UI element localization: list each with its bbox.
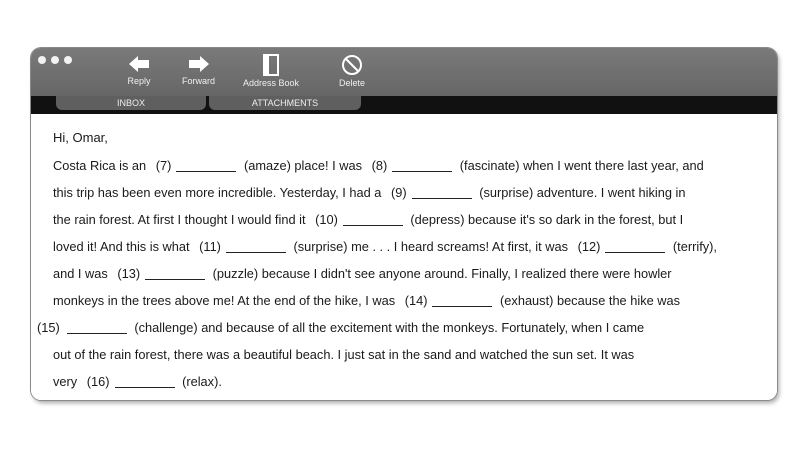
tab-attachments[interactable] <box>209 96 361 110</box>
answer-blank[interactable] <box>432 296 492 307</box>
text-line <box>53 179 773 206</box>
answer-blank[interactable] <box>115 377 175 388</box>
text-segment: out of the rain forest, there was a beautiful beach. I just sat in the sand and watched the sun set. It was <box>53 347 635 362</box>
text-segment: very <box>53 374 78 389</box>
zoom-window-button[interactable] <box>64 56 72 64</box>
tab-inbox[interactable] <box>56 96 206 110</box>
close-window-button[interactable] <box>38 56 46 64</box>
text-line <box>53 341 773 368</box>
text-line <box>53 368 773 395</box>
delete-icon <box>340 54 364 76</box>
text-segment: (fascinate) when I went there last year, and <box>459 158 704 173</box>
blank-number: (9) <box>390 185 407 200</box>
forward-button[interactable] <box>182 54 215 86</box>
text-segment: (depress) because it's so dark in the forest, but I <box>410 212 684 227</box>
text-segment: (relax). <box>182 374 222 389</box>
answer-blank[interactable] <box>145 269 205 280</box>
text-segment: (challenge) and because of all the excitement with the monkeys. Fortunately, when I came <box>134 320 645 335</box>
text-segment: monkeys in the trees above me! At the end of the hike, I was <box>53 293 396 308</box>
text-segment: loved it! And this is what <box>53 239 190 254</box>
text-line <box>53 233 773 260</box>
email-body <box>31 114 777 400</box>
reply-label: Reply <box>127 76 151 86</box>
blank-number: (7) <box>155 158 172 173</box>
text-line <box>53 152 773 179</box>
blank-number: (11) <box>199 239 221 254</box>
delete-button[interactable] <box>339 54 365 88</box>
answer-blank[interactable] <box>226 242 286 253</box>
text-segment: (amaze) place! I was <box>243 158 362 173</box>
address-book-label: Address Book <box>243 78 300 88</box>
forward-arrow-icon <box>187 54 211 74</box>
text-segment: (surprise) adventure. I went hiking in <box>479 185 686 200</box>
answer-blank[interactable] <box>605 242 665 253</box>
text-segment: (surprise) me . . . I heard screams! At first, it was <box>293 239 569 254</box>
text-segment: Costa Rica is an <box>53 158 147 173</box>
email-greeting: Hi, Omar, <box>53 130 108 145</box>
delete-label: Delete <box>339 78 366 88</box>
answer-blank[interactable] <box>392 161 452 172</box>
text-segment: (exhaust) because the hike was <box>500 293 681 308</box>
reply-arrow-icon <box>127 54 151 74</box>
mailbox-tabs <box>31 96 777 114</box>
blank-number: (14) <box>404 293 428 308</box>
answer-blank[interactable] <box>343 215 403 226</box>
answer-blank[interactable] <box>412 188 472 199</box>
answer-blank[interactable] <box>176 161 236 172</box>
answer-blank[interactable] <box>67 323 127 334</box>
tab-inbox-label: INBOX <box>116 98 145 108</box>
reply-button[interactable] <box>127 54 151 86</box>
text-segment: the rain forest. At first I thought I would find it <box>53 212 306 227</box>
text-segment: (terrify), <box>672 239 717 254</box>
text-line <box>37 314 773 341</box>
blank-number: (10) <box>315 212 338 227</box>
blank-number: (15) <box>37 320 60 335</box>
blank-number: (16) <box>86 374 110 389</box>
address-book-button[interactable] <box>243 54 299 88</box>
minimize-window-button[interactable] <box>51 56 59 64</box>
blank-number: (8) <box>371 158 388 173</box>
address-book-icon <box>259 54 283 76</box>
text-segment: and I was <box>53 266 108 281</box>
tab-attachments-label: ATTACHMENTS <box>251 98 319 108</box>
blank-number: (12) <box>577 239 601 254</box>
text-segment: (puzzle) because I didn't see anyone around. Finally, I realized there were howler <box>212 266 672 281</box>
email-window <box>31 48 777 400</box>
toolbar <box>31 48 777 96</box>
email-text <box>37 152 773 395</box>
blank-number: (13) <box>117 266 141 281</box>
forward-label: Forward <box>182 76 216 86</box>
text-line <box>53 260 773 287</box>
window-controls <box>38 56 72 64</box>
text-line <box>53 287 773 314</box>
text-line <box>53 206 773 233</box>
text-segment: this trip has been even more incredible. Yesterday, I had a <box>53 185 382 200</box>
